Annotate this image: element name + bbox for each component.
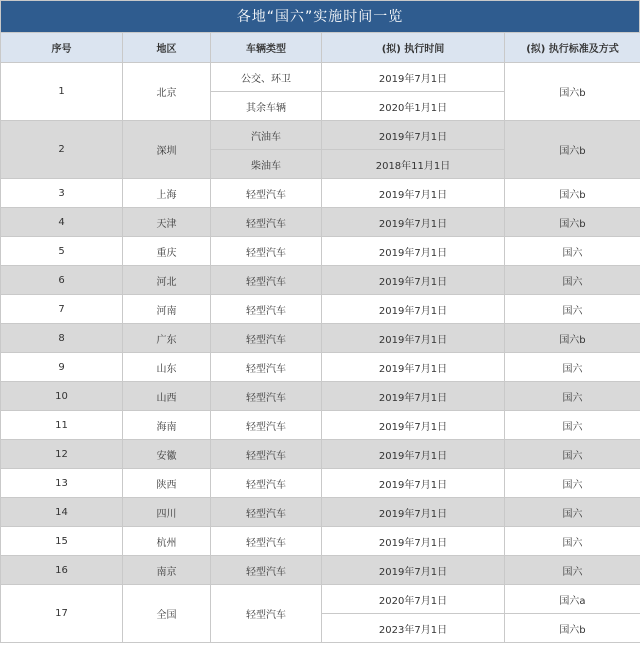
cell-vehicle-type: 轻型汽车 xyxy=(211,527,322,556)
cell-vehicle-type: 轻型汽车 xyxy=(211,382,322,411)
table-row xyxy=(1,469,640,498)
cell-region: 重庆 xyxy=(123,237,211,266)
table-row xyxy=(1,237,640,266)
cell-vehicle-type: 轻型汽车 xyxy=(211,556,322,585)
cell-region: 陕西 xyxy=(123,469,211,498)
cell-no: 16 xyxy=(1,556,123,585)
cell-no: 13 xyxy=(1,469,123,498)
table-row xyxy=(1,585,640,614)
cell-time: 2019年7月1日 xyxy=(322,527,505,556)
implementation-table xyxy=(0,32,640,643)
table-row xyxy=(1,527,640,556)
cell-standard: 国六 xyxy=(505,266,640,295)
cell-standard: 国六 xyxy=(505,382,640,411)
table-row xyxy=(1,295,640,324)
cell-standard: 国六 xyxy=(505,498,640,527)
cell-no: 12 xyxy=(1,440,123,469)
cell-no: 8 xyxy=(1,324,123,353)
cell-vehicle-type: 汽油车 xyxy=(211,121,322,150)
cell-region: 河北 xyxy=(123,266,211,295)
cell-vehicle-type: 其余车辆 xyxy=(211,92,322,121)
cell-time: 2019年7月1日 xyxy=(322,179,505,208)
cell-vehicle-type: 轻型汽车 xyxy=(211,237,322,266)
cell-vehicle-type: 轻型汽车 xyxy=(211,469,322,498)
cell-time: 2020年1月1日 xyxy=(322,92,505,121)
cell-standard: 国六b xyxy=(505,63,640,121)
cell-region: 天津 xyxy=(123,208,211,237)
header-no: 序号 xyxy=(1,33,123,63)
cell-no: 14 xyxy=(1,498,123,527)
table-row xyxy=(1,324,640,353)
cell-region: 河南 xyxy=(123,295,211,324)
cell-standard: 国六 xyxy=(505,295,640,324)
cell-time: 2019年7月1日 xyxy=(322,237,505,266)
cell-region: 山西 xyxy=(123,382,211,411)
cell-no: 1 xyxy=(1,63,123,121)
cell-time: 2019年7月1日 xyxy=(322,121,505,150)
cell-standard: 国六 xyxy=(505,440,640,469)
table-row xyxy=(1,440,640,469)
cell-time: 2019年7月1日 xyxy=(322,295,505,324)
table-row xyxy=(1,63,640,92)
cell-region: 四川 xyxy=(123,498,211,527)
cell-standard: 国六b xyxy=(505,324,640,353)
cell-no: 7 xyxy=(1,295,123,324)
cell-standard: 国六 xyxy=(505,353,640,382)
cell-time: 2023年7月1日 xyxy=(322,614,505,643)
cell-no: 9 xyxy=(1,353,123,382)
table-row xyxy=(1,556,640,585)
cell-no: 10 xyxy=(1,382,123,411)
cell-vehicle-type: 轻型汽车 xyxy=(211,179,322,208)
cell-standard: 国六b xyxy=(505,121,640,179)
table-header-row xyxy=(1,33,640,63)
cell-vehicle-type: 轻型汽车 xyxy=(211,353,322,382)
table-row xyxy=(1,208,640,237)
table-row xyxy=(1,179,640,208)
table-row xyxy=(1,382,640,411)
cell-vehicle-type: 公交、环卫 xyxy=(211,63,322,92)
cell-standard: 国六 xyxy=(505,469,640,498)
cell-time: 2019年7月1日 xyxy=(322,208,505,237)
table-row xyxy=(1,121,640,150)
cell-standard: 国六 xyxy=(505,527,640,556)
cell-standard: 国六a xyxy=(505,585,640,614)
cell-standard: 国六b xyxy=(505,208,640,237)
cell-time: 2018年11月1日 xyxy=(322,150,505,179)
table-row xyxy=(1,498,640,527)
cell-vehicle-type: 轻型汽车 xyxy=(211,295,322,324)
cell-time: 2019年7月1日 xyxy=(322,63,505,92)
cell-vehicle-type: 轻型汽车 xyxy=(211,208,322,237)
cell-time: 2019年7月1日 xyxy=(322,498,505,527)
cell-no: 17 xyxy=(1,585,123,643)
cell-standard: 国六 xyxy=(505,237,640,266)
cell-standard: 国六b xyxy=(505,179,640,208)
cell-region: 全国 xyxy=(123,585,211,643)
cell-time: 2019年7月1日 xyxy=(322,411,505,440)
cell-region: 山东 xyxy=(123,353,211,382)
cell-vehicle-type: 柴油车 xyxy=(211,150,322,179)
cell-no: 4 xyxy=(1,208,123,237)
cell-region: 安徽 xyxy=(123,440,211,469)
cell-region: 南京 xyxy=(123,556,211,585)
cell-time: 2019年7月1日 xyxy=(322,556,505,585)
cell-standard: 国六 xyxy=(505,411,640,440)
cell-vehicle-type: 轻型汽车 xyxy=(211,585,322,643)
cell-standard: 国六b xyxy=(505,614,640,643)
cell-region: 上海 xyxy=(123,179,211,208)
cell-time: 2019年7月1日 xyxy=(322,469,505,498)
cell-region: 广东 xyxy=(123,324,211,353)
cell-vehicle-type: 轻型汽车 xyxy=(211,498,322,527)
cell-time: 2020年7月1日 xyxy=(322,585,505,614)
cell-vehicle-type: 轻型汽车 xyxy=(211,411,322,440)
table-title: 各地“国六”实施时间一览 xyxy=(0,0,640,32)
cell-region: 深圳 xyxy=(123,121,211,179)
cell-no: 2 xyxy=(1,121,123,179)
cell-vehicle-type: 轻型汽车 xyxy=(211,324,322,353)
cell-time: 2019年7月1日 xyxy=(322,382,505,411)
header-region: 地区 xyxy=(123,33,211,63)
cell-time: 2019年7月1日 xyxy=(322,440,505,469)
table-row xyxy=(1,411,640,440)
cell-time: 2019年7月1日 xyxy=(322,324,505,353)
cell-time: 2019年7月1日 xyxy=(322,266,505,295)
header-time: (拟) 执行时间 xyxy=(322,33,505,63)
header-vehicle-type: 车辆类型 xyxy=(211,33,322,63)
cell-no: 3 xyxy=(1,179,123,208)
table-row xyxy=(1,353,640,382)
cell-region: 杭州 xyxy=(123,527,211,556)
cell-region: 北京 xyxy=(123,63,211,121)
header-standard: (拟) 执行标准及方式 xyxy=(505,33,640,63)
cell-no: 5 xyxy=(1,237,123,266)
cell-vehicle-type: 轻型汽车 xyxy=(211,266,322,295)
table-row xyxy=(1,266,640,295)
cell-time: 2019年7月1日 xyxy=(322,353,505,382)
cell-vehicle-type: 轻型汽车 xyxy=(211,440,322,469)
cell-no: 15 xyxy=(1,527,123,556)
cell-region: 海南 xyxy=(123,411,211,440)
cell-no: 6 xyxy=(1,266,123,295)
cell-standard: 国六 xyxy=(505,556,640,585)
cell-no: 11 xyxy=(1,411,123,440)
